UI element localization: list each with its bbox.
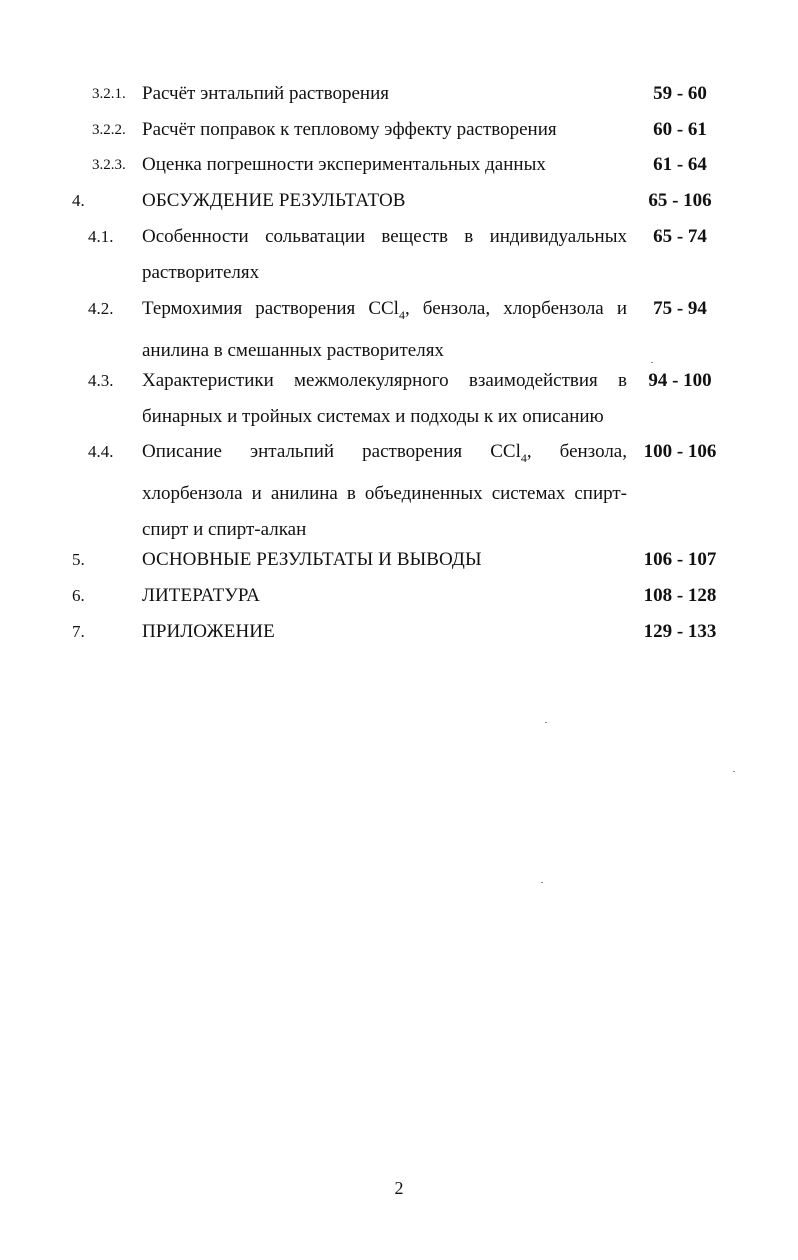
toc-entry-number: 4.4.	[88, 442, 114, 461]
scan-speck	[541, 882, 543, 883]
toc-entry-number: 4.2.	[88, 299, 114, 318]
toc-entry-pages: 65 - 74	[653, 226, 707, 247]
toc-entry-title	[142, 434, 627, 548]
toc-entry-title-text: , бензола, хлорбензола и анилина в смешанных растворителях	[142, 298, 627, 361]
toc-entry-title-subscript: 4	[520, 450, 527, 465]
toc-entry-title: Особенности сольватации веществ в индивидуальных растворителях	[142, 226, 627, 283]
toc-entry-number: 5.	[72, 550, 85, 569]
toc-entry-title-subscript: 4	[398, 307, 405, 322]
toc-entry-title: Оценка погрешности экспериментальных данных	[142, 154, 546, 175]
toc-entry-number: 3.2.3.	[92, 157, 126, 173]
page-number: 2	[394, 1178, 404, 1198]
toc-entry-number: 4.1.	[88, 227, 114, 246]
toc-entry-pages: 129 - 133	[643, 621, 717, 642]
toc-entry-pages: 100 - 106	[643, 441, 717, 462]
toc-entry-title: Расчёт энтальпий растворения	[142, 83, 389, 104]
toc-entry-title: Характеристики межмолекулярного взаимодействия в бинарных и тройных системах и подходы к их описанию	[142, 370, 627, 427]
toc-entry-number: 3.2.1.	[92, 86, 126, 102]
toc-entry-number: 3.2.2.	[92, 122, 126, 138]
toc-entry-title: ЛИТЕРАТУРА	[142, 585, 260, 606]
toc-entry-pages: 106 - 107	[643, 549, 717, 570]
toc-entry-title	[142, 291, 627, 369]
toc-entry-title: Расчёт поправок к тепловому эффекту растворения	[142, 119, 557, 140]
toc-entry-title-text: Описание энтальпий растворения CCl	[142, 441, 521, 462]
toc-entry-pages: 60 - 61	[653, 119, 707, 140]
toc-entry-pages: 108 - 128	[643, 585, 717, 606]
toc-entry-title: ОБСУЖДЕНИЕ РЕЗУЛЬТАТОВ	[142, 190, 406, 211]
toc-entry-number: 7.	[72, 622, 85, 641]
toc-entry-pages: 65 - 106	[648, 190, 712, 211]
toc-entry-title: ОСНОВНЫЕ РЕЗУЛЬТАТЫ И ВЫВОДЫ	[142, 549, 482, 570]
toc-entry-pages: 59 - 60	[653, 83, 707, 104]
toc-entry-title-text: Термохимия растворения CCl	[142, 298, 399, 319]
toc-entry-title-text: , бензола, хлорбензола и анилина в объединенных системах спирт-спирт и спирт-алкан	[142, 441, 627, 540]
toc-entry-pages: 94 - 100	[648, 370, 712, 391]
toc-entry-pages: 61 - 64	[653, 154, 707, 175]
scan-speck	[545, 722, 547, 723]
toc-entry-number: 4.	[72, 191, 85, 210]
toc-entry-pages: 75 - 94	[653, 298, 707, 319]
scan-speck	[733, 771, 735, 772]
toc-entry-title: ПРИЛОЖЕНИЕ	[142, 621, 275, 642]
scan-speck	[651, 362, 653, 363]
toc-entry-number: 4.3.	[88, 371, 114, 390]
toc-entry-number: 6.	[72, 586, 85, 605]
